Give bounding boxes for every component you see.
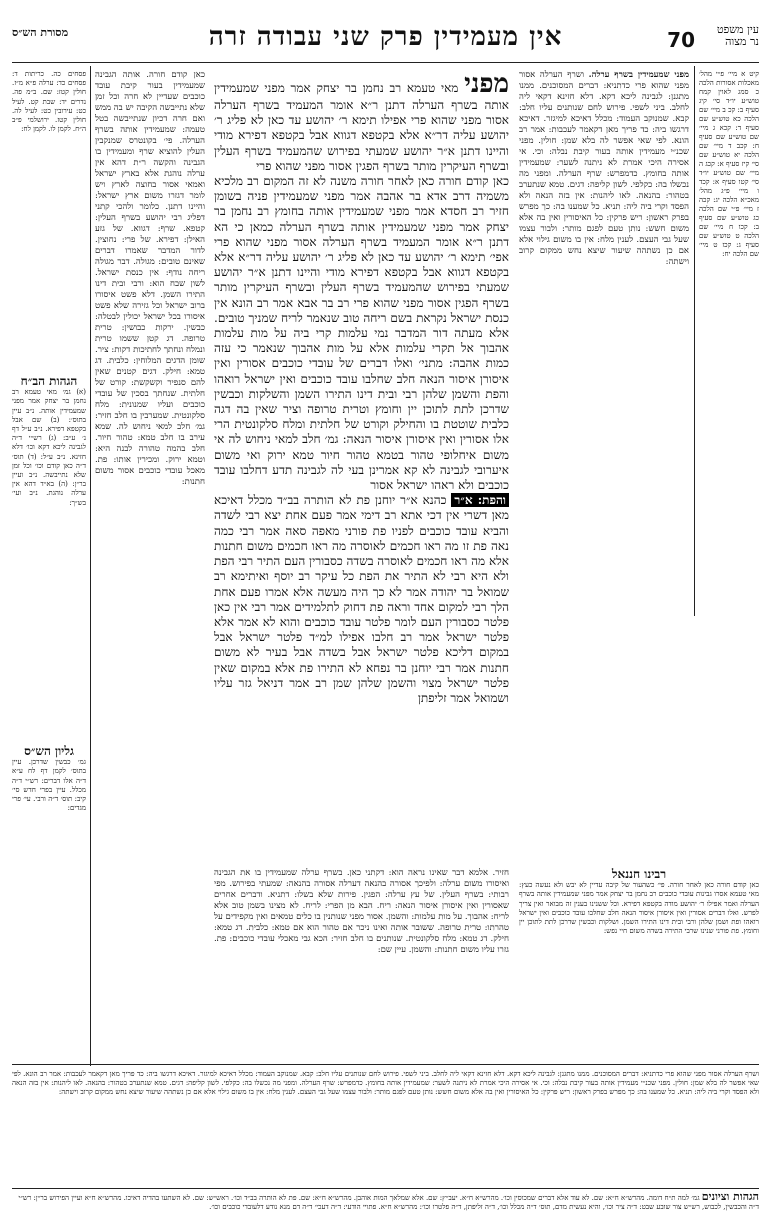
gemara-column bbox=[214, 70, 509, 860]
gilyon-text: גמ׳ כבשין שדרכן. עיין בתוס׳ לקמן דף לח ע״א ד״ה אלו דברים: רש״י ד״ה מכלל. עיין בפרי חדש סי׳ קיב: תוס׳ ד״ה ורבי. עי׳ פרי מגדים: bbox=[12, 758, 86, 813]
ein-mishpat-column bbox=[699, 70, 759, 610]
rabbeinu-chananel-text: כאן קודם חורה כאן לאחר חורה. פי׳ כשהעור של קיבה עדיין לא יבש ולא נעשה כעץ: מאי טעמא אסרו גבינות עובדי כוכבים רב נחמן בר יצחק אמר מפני שמעמידין אותה בשרף הערלה ואמר אפילו ר׳ יהושע מודה בקטפא דפירא. וכל ששנינו בענין זה מבואר ואין צריך לפרש. ואלו דברים אסורין ואין איסורן איסור הנאה חלב שחלבו עובד כוכבים ואין ישראל רואהו ופת ושמן שלהן ורבי ובית דינו התירו השמן. ושלקות וכבשין שדרכן לתת לתוכן יין וחומץ. פת פורני שנינו שרבי התירה בשדה משום חיי נפש: bbox=[519, 881, 759, 936]
hagahot-habach bbox=[12, 375, 86, 735]
gilyon-hashas bbox=[12, 745, 86, 1055]
masoret-hashas-column bbox=[12, 70, 86, 370]
ein-mishpat-label: עין משפט נר מצוה bbox=[716, 23, 759, 48]
masoret-label: מסורת הש״ס bbox=[12, 26, 69, 39]
bottom-divider bbox=[12, 1064, 759, 1065]
rashi-heading: מפני שמעמידין בשרף ערלה. bbox=[588, 70, 689, 80]
rabbeinu-chananel-title: רבינו חננאל bbox=[611, 868, 667, 881]
rabbeinu-chananel-column bbox=[519, 868, 759, 1053]
lower-rashi-text: חזיר. אלמא דבר שאינו נראה הוא: דקתני כאן. בשרף ערלה שמעמידין בו את הגבינה ואיסורו משום ערלה: ולפיכך אסורה בהנאה דערלה אסורה בהנאה: שמעתי בפירוש. מפי רבותי: בשרף העלין. של עץ ערלה: הפגין. פירות שלא בשלו: דתניא. ודברים אחרים שאסורין ואין איסורן איסור הנאה: ריח. הבא מן הפרי: לריח. לא מצינו בשמן טוב אלא לריח: אהבוך. על מות עלמות: והשמן. אסור מפני שנותנין בו כלים טמאים ואין מקפידים על טהרתו: טרית טרופה. ששובר אותה ואינו ניכר אם טהור הוא אם טמא: כלבית. דג טמא: חילק. דג טמא: מלח סלקונטית. שנותנים בו חלב חזיר: הכא גבי מאכלי עובדי כוכבים: פת. גזרו עליו משום חתנות: והשמן. עיין שם: bbox=[214, 868, 509, 955]
hagahot-text: (א) גמ׳ מאי טעמא רב נחמן בר יצחק אמר מפני שמעמידין אותה. נ״ב עיין בתוס׳: (ב) שם אבל בקטפא דפירא. נ״ב ע״ל דף נ׳ ע״ב: (ג) רש״י ד״ה לגבינה ליכא דקא וכו׳ דלא חזינא. נ״ב ע״ל: (ד) תוס׳ ד״ה כאן קודם וכו׳ וכל זמן שלא נתייבשה. נ״ב ועיין בר״ן: (ה) בא״ד דהא אין ערלה נוהגת. נ״ב ועי׳ בש״ך: bbox=[12, 388, 86, 507]
gemara-intro: מאי טעמא רב נחמן בר יצחק אמר מפני שמעמידין אותה בשרף הערלה דתנן ר״א אומר המעמיד בשרף הערלה אסור מפני שהוא פרי אפילו תימא ר׳ יהושע עד כאן לא פליג ר׳ יהושע עליה דר״א אלא בקטפא דגווא אבל בקטפא דפירא מודי והיינו דתנן א״ר יהושע שמעתי בפירוש שהמעמיד בשרף העלין ובשרף העיקרין מותר בשרף הפגין אסור מפני שהוא פרי bbox=[214, 81, 509, 173]
masoret-text: פסחים כה. כריתות ד: פסחים כד: ערלה פ״א מ״ז. חולין קטז: שם. ב״מ פה. נדרים יד: שבת קט. לעיל כט: עירובין כט: לעיל לה. חולין קטז. ירושלמי פ״ב ה״ח. לקמן לו. לקמן לח: bbox=[12, 70, 86, 134]
footer-divider bbox=[12, 1188, 759, 1189]
rashi-column bbox=[519, 70, 689, 860]
footer-notes bbox=[12, 1192, 759, 1222]
page-header bbox=[12, 10, 759, 58]
gilyon-title: גליון הש״ס bbox=[24, 745, 74, 758]
footer-text: גמ׳ למה ת״ח דומה. מהרש״א ח״א: שם. לא עוד אלא דברים שמכוסין וכו׳. מהרש״א ח״א. יעב״ץ: שם. אלא שמלאך המות אוהבן. מהרש״א ח״א: שם. פת לא הותרה בב״ד וכו׳. ראש״ש: שם. לא השתעו בהדיה דאיכו. מהרש״א ח״א ועיין הפירוש בר״ן: רש״י ד״ה והכבשין, לכבוש, רש״ש צור שובע שבט: ד״ה ציר וכו׳, והיא נעשית מדם, תוס׳ ד״ה מכלל וכו׳, ד״ה זליפתן, ד״ה פלטרו וכו׳: מהרש״א ח״א. פתויי הודעי: ד״ה דעכי׳ ד״ה דם מנא נודע דלעובדי כוכבים וכו׳. bbox=[18, 1194, 759, 1212]
gemara-opening-word: מפני bbox=[464, 70, 509, 99]
gemara-main: כאן קודם חורה כאן לאחר חורה משנה לא זה המקום רב מלכיא משמיה דרב אדא בר אהבה אמר מפני שמעמידין פניה בשומן חזיר רב חסדא אמר מפני שמעמידין אותה בחומץ רב נחמן בר יצחק אמר מפני שמעמידין אותה בשרף הערלה כמאן כי הא דתנן ר״א אומר המעמיד בשרף הערלה אסור מפני שהוא פרי אפי׳ תימא ר׳ יהושע עד כאן לא פליג ר׳ יהושע עליה דר״א אלא בקטפא דגווא אבל בקטפא דפירא מודי והיינו דתנן א״ר יהושע שמעתי בפירוש שהמעמיד בשרף העלין ובשרף העיקרין מותר בשרף הפגין אסור מפני שהוא פרי רב בר אבא אמר רב הונא אין כנסת ישראל נקראת בשם ריחה טוב שנאמר לריח שמניך טובים. אלא מעתה דור המדבר נמי עלמות קרי ביה על מות עלמות אהבוך אל תקרי עלמות אלא על מות אהבוך שנאמר כי עזה כמות אהבה: מתני׳ ואלו דברים של עובדי כוכבים אסורין ואין איסורן איסור הנאה חלב שחלבו עובד כוכבים ואין ישראל רואהו והפת והשמן שלהן רבי ובית דינו התירו השמן והשלקות וכבשין שדרכן לתת לתוכן יין וחומץ וטרית טרופה וציר שאין בה דגה כלבית שוטטת בו והחילק וקורט של חלתית ומלח סלקונטית הרי אלו אסורין ואין איסורן איסור הנאה: גמ׳ חלב למאי ניחוש לה אי משום איחלופי טהור בטמא טהור חיור טמא ירוק ואי משום איערובי לגבינה לא קא אמרינן בעי לה לגבינה תדע דחלבו עובד כוכבים ולא ראהו ישראל אסור bbox=[214, 174, 509, 493]
tosafot-column bbox=[95, 70, 205, 1060]
header-divider bbox=[12, 62, 759, 63]
page-number: 70 bbox=[667, 28, 695, 52]
left-notes-divider bbox=[90, 66, 91, 1066]
bottom-commentary bbox=[12, 1070, 759, 1180]
tosafot-text: כאן קודם חורה. אותה הגבינה שמעמידין בעור קיבת עובד כוכבים שעדיין לא חרה וכל זמן שלא נתייבשה הקיבה יש בה ממש ואם חרה דכיון שנתייבשה בטל טעמה: שמעמידין אותה בשרף הערלה. פי׳ בקונטרס שמנקבין העלין להוציא שרף ומעמידין בו הגבינה והקשה ר״ת דהא אין ערלה נוהגת אלא בארץ ישראל ואמאי אסור בחוצה לארץ ויש לומר דגזרו משום ארץ ישראל: והיינו דתנן. כלומר ולהכי קתני דפליג רבי יהושע בשרף העלין: קטפא. שרף: דגווא. של גזע האילן: דפירא. של פרי: נחוצין. לדור המדבר שאמרו דברים שאינם טובים: מגולה. דבר מגולה ריחה נודף: אין כנסת ישראל. לשון שבח הוא: ורבי ובית דינו התירו השמן. דלא פשט איסורו ברוב ישראל וכל גזירה שלא פשט איסורו בכל ישראל יכולין לבטלה: כבשין. ירקות כבושין: טרית טרופה. דג קטן ששמו טרית ונמלח ונחתך לחתיכות דקות: ציר. שומן הדגים המלוחין: כלבית. דג טמא: חילק. דגים קטנים שאין להם סנפיר וקשקשת: קורט של חלתית. שנחתך בסכין של עובדי כוכבים ועליו שמנונית: מלח סלקונטית. שמערבין בו חלב חזיר: גמ׳ חלב למאי ניחוש לה. שמא עירב בו חלב טמא: טהור חיור. חלב בהמה טהורה לבנה היא: וטמא ירוק. ומכירין אותו: פת. מאכל עובדי כוכבים אסור משום חתנות: bbox=[95, 70, 205, 487]
page-title: אין מעמידין פרק שני עבודה זרה bbox=[208, 22, 563, 52]
ein-mishpat-text: קיט א מיי׳ פ״י מהל׳ מאכלות אסורות הלכה כ סמג לאוין קמח טוש״ע יו״ד סי׳ קיג סעיף ב: קכ ב מיי׳ שם הלכה כא טוש״ע שם סעיף ד: קכא ג מיי׳ שם טוש״ע שם סעיף ח: קכב ד מיי׳ שם הלכה יא טוש״ע שם סי׳ קיז סעיף א: קכג ה מיי׳ שם טוש״ע יו״ד סי׳ קטו סעיף א: קכד ו מיי׳ פ״ג מהל׳ מאכ״א הלכה יג: קכה ז מיי׳ פ״י שם הלכה כג טוש״ע שם סעיף ב: קכו ח מיי׳ שם הלכה ט טוש״ע שם סעיף ג: קכז ט מיי׳ שם הלכה יח: bbox=[699, 70, 759, 258]
rashi-text: ושרף הערלה אסור מפני שהוא פרי כדתניא: דברים המסוכנים. ממנו מתגנן: לגבינה ליכא דקא. דלא חזינא דקאי ליה לחלב. ביני לשפי. פירוש לחם שנותנים עליו חלב: קבא. שמנוקב העמוד: מכלל דאיכא למיגזר. דאיכא דרגשו ביה: כד פריך מאן דקאמר לעכבות: אמר רב הונא. לפי שאי אפשר לה בלא שמן: חולין. מפני שכנ״י מעמידין אותה בעור קיבת נבלה: וכי. אי אסירה היכי אמרת לא ניתנה לשער: שמעמידין אותה בחומץ. כדמפרש: שרף הערלה. ומפני מה נכשלו בה: כקלפי. לשון קליפה: דגים. טמא שנתערב בטהור: בהנאה. לאו ליהנות: אין בזה הנאה ולא הפסד וקרי ביה ליה: תניא. כל שמענו בה: כך מפרש בפרק ראשון: ריש פרקין: כל האיסורין ואין בה אלא משום חשש: נותן טעם לפגם מותר: ולבור עצמו שעל גבי העצם. לענין מלח: אין בו משום גילוי אלא אם כן נשתהה שיעור שיצא נחש ממקום קרוב וישתה: bbox=[519, 70, 689, 267]
bottom-commentary-text: ושרף הערלה אסור מפני שהוא פרי כדתניא: דברים המסוכנים. ממנו מתגנן: לגבינה ליכא דקא. דלא חזינא דקאי ליה לחלב. ביני לשפי. פירוש לחם שנותנים עליו חלב: קבא. שמנוקב העמוד: מכלל דאיכא למיגזר. דאיכא דרגשו ביה: כד פריך מאן דקאמר לעכבות: אמר רב הונא. לפי שאי אפשר לה בלא שמן: חולין. מפני שכנ״י מעמידין אותה בעור קיבת נבלה: וכי. אי אסירה היכי אמרת לא ניתנה לשער: שמעמידין אותה בחומץ. כדמפרש: שרף הערלה. ומפני מה נכשלו בה: כקלפי. לשון קליפה: דגים. טמא שנתערב בטהור: בהנאה. לאו ליהנות: אין בזה הנאה ולא הפסד וקרי ביה ליה: תניא. כל שמענו בה: כך מפרש בפרק ראשון: ריש פרקין: כל האיסורין ואין בה אלא משום חשש: נותן טעם לפגם מותר: ולבור עצמו שעל גבי העצם. לענין מלח: אין בו משום גילוי אלא אם כן נשתהה שיעור שיצא נחש ממקום קרוב וישתה: bbox=[12, 1070, 759, 1097]
hagahot-title: הגהות הב״ח bbox=[20, 375, 78, 388]
gemara-continuation: כהנא א״ר יוחנן פת לא הותרה בב״ד מכלל דאיכא מאן דשרי אין דכי אתא רב דימי אמר פעם אחת יצא רבי לשדה והביא עובד כוכבים לפניו פת פורני מאפה סאה אמר רבי כמה נאה פת זו מה ראו חכמים לאוסרה מה ראו חכמים משום חתנות אלא מה ראו חכמים לאוסרה בשדה כסבורין העם התיר רבי הפת ולא היא רבי לא התיר את הפת כל עיקר רב יוסף ואיתימא רב שמואל בר יהודה אמר לא כך היה מעשה אלא אמרו פעם אחת הלך רבי למקום אחד וראה פת דחוק לתלמידים אמר רבי אין כאן פלטר כסבורין העם לומר פלטר עובד כוכבים והוא לא אמר אלא פלטר ישראל אמר רב חלבו אפילו למ״ד פלטר ישראל אבל במקום דליכא פלטר ישראל אבל בשדה אבל בעיר לא משום חתנות אמר רבי יוחנן בר נפחא לא התירו פת אלא במקום שאין פלטר ישראל מצוי והשמן שלהן שמן רב אמר דניאל גזר עליו ושמואל אמר זליפתן bbox=[214, 493, 509, 705]
lower-rashi-block bbox=[214, 868, 509, 1053]
ein-mishpat-divider bbox=[694, 66, 695, 616]
gemara-highlight: והפת: א״ר bbox=[451, 493, 509, 507]
footer-title: הגהות וציונים bbox=[701, 1192, 759, 1203]
